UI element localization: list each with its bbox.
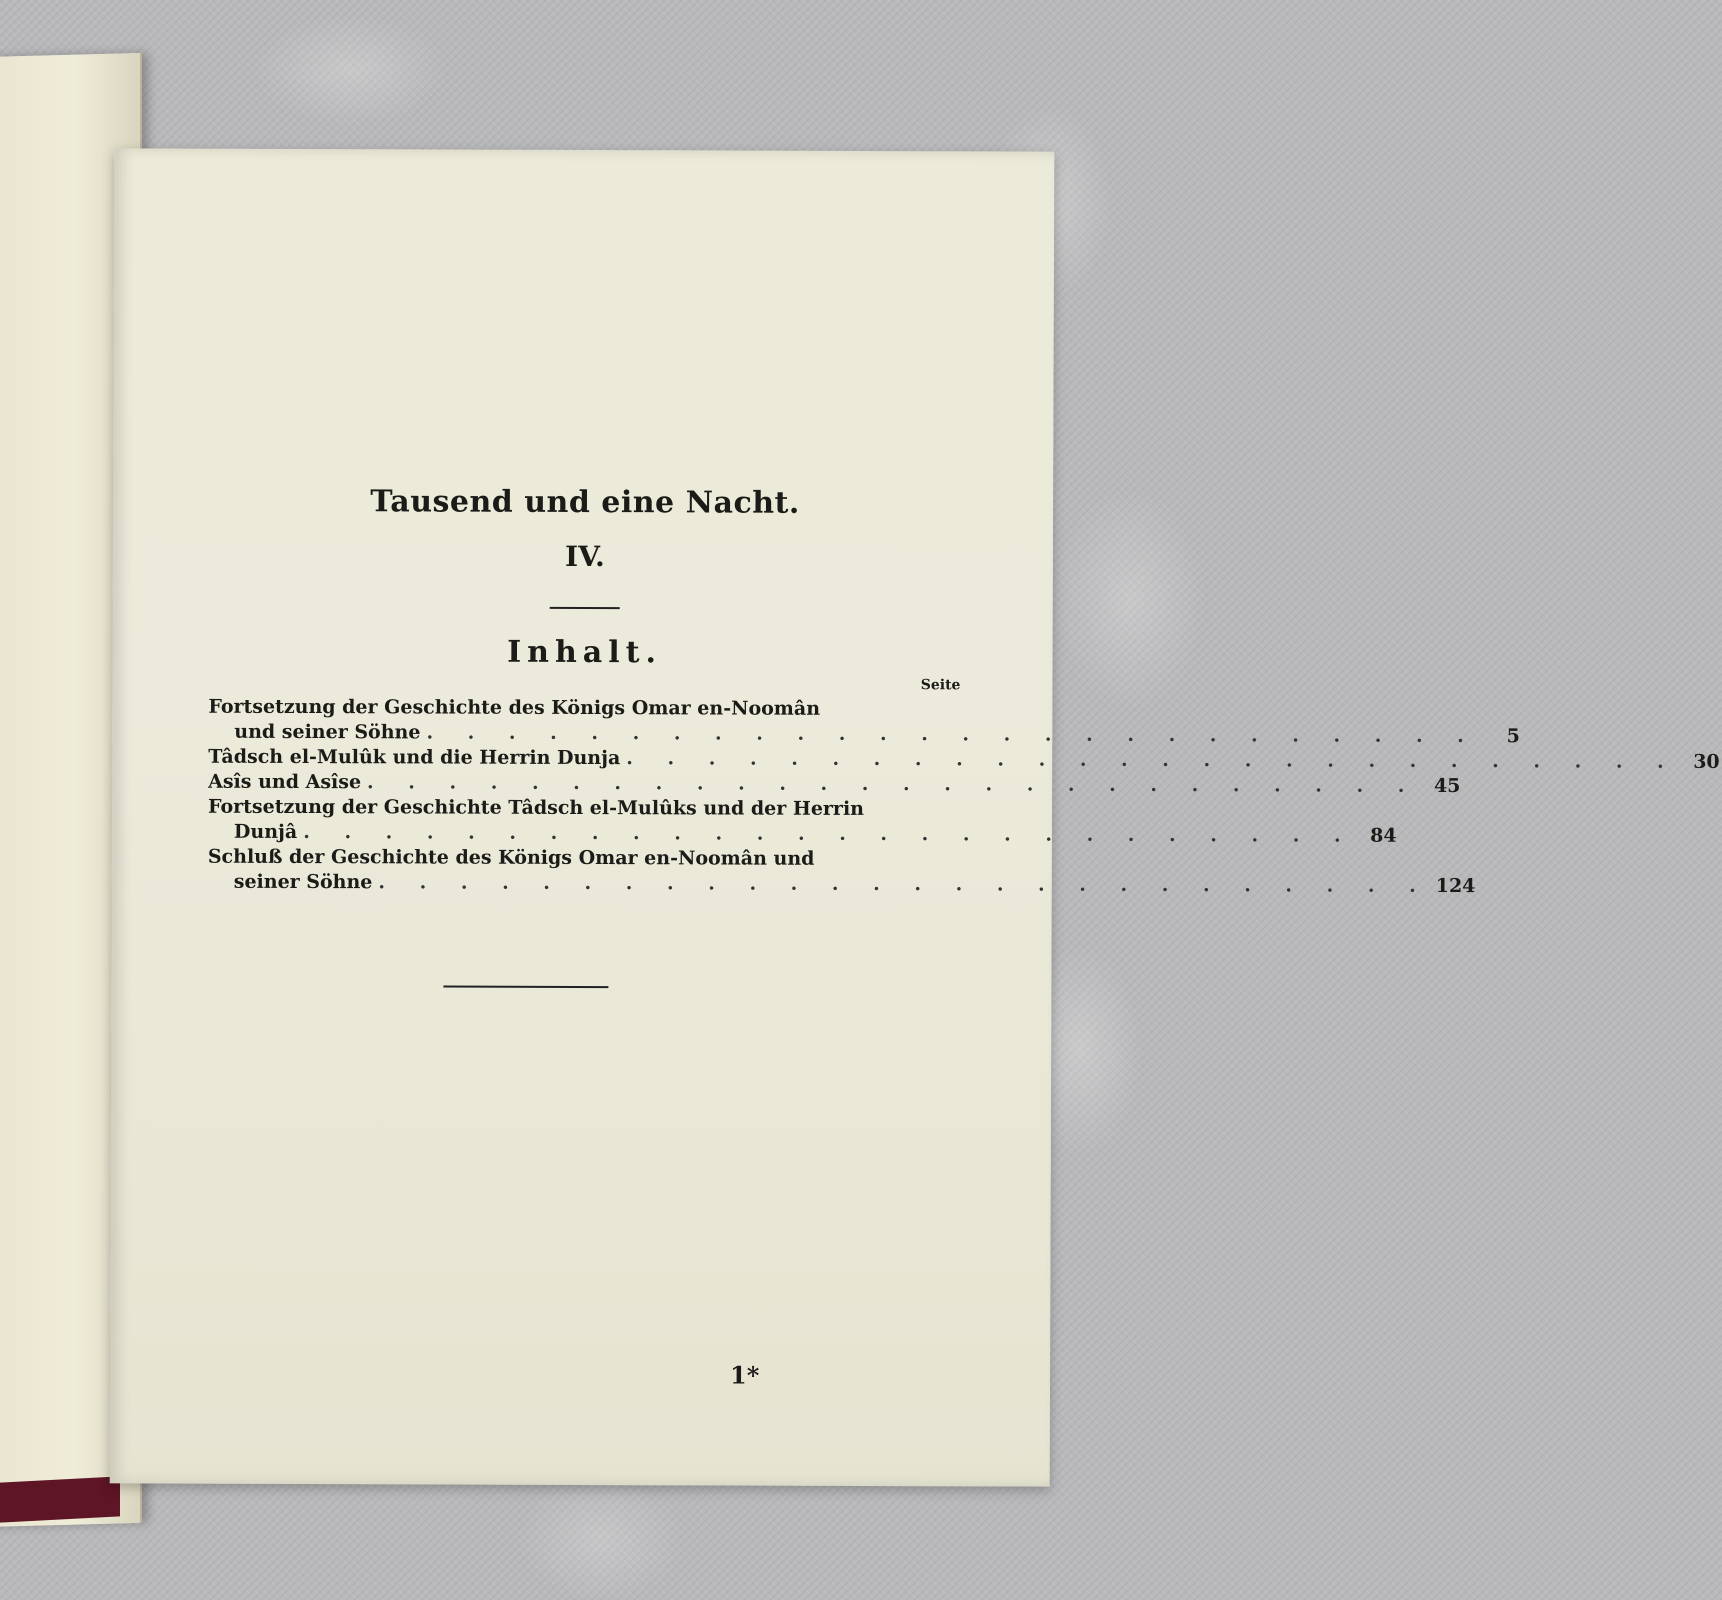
toc-entry-text: Schluß der Geschichte des Königs Omar en-Noomân und: [207, 845, 815, 870]
leader-dots: . . . . . . . . . . . . . . . . . . . . . . . . . .: [426, 721, 1478, 748]
toc-entry-line: [208, 695, 960, 723]
closing-divider-rule: [443, 986, 608, 989]
toc-page-number: 84: [1370, 824, 1397, 847]
toc-entry-line: [208, 795, 960, 823]
divider-rule: [550, 607, 620, 609]
toc-page-number: 124: [1435, 874, 1476, 898]
page-column-label: Seite: [920, 677, 961, 694]
page-content: [207, 484, 1720, 990]
right-page: [110, 148, 1720, 1486]
toc-page-number: 45: [1433, 774, 1461, 798]
leader-dots: . . . . . . . . . . . . . . . . . . . . . . . . . .: [626, 747, 1678, 773]
toc-entry-line: [208, 845, 960, 873]
leader-dots: . . . . . . . . . . . . . . . . . . . . . . . . . .: [367, 771, 1419, 797]
toc-entry-text: Fortsetzung der Geschichte Tâdsch el-Mulûks und der Herrin: [207, 795, 865, 820]
toc-entry-line: [208, 720, 1520, 748]
toc-entry-line: [208, 820, 1397, 848]
toc-entry-text: und seiner Söhne: [234, 720, 421, 744]
signature-mark: 1*: [730, 1360, 760, 1390]
volume-number: IV.: [565, 539, 605, 574]
toc-entry-line: [208, 770, 1461, 798]
contents-heading: Inhalt.: [507, 634, 663, 671]
leader-dots: . . . . . . . . . . . . . . . . . . . . . . . . . .: [378, 871, 1430, 897]
toc-page-number: 5: [1506, 725, 1520, 748]
toc-entry-text: Tâdsch el-Mulûk und die Herrin Dunja: [208, 745, 621, 770]
toc-entry-text: Dunjâ: [233, 820, 298, 844]
leader-dots: . . . . . . . . . . . . . . . . . . . . . . . . . .: [303, 821, 1355, 847]
toc-entry-text: Fortsetzung der Geschichte des Königs Omar en-Noomân: [208, 695, 821, 720]
book-title: Tausend und eine Nacht.: [370, 484, 800, 521]
toc-entry-text: Asîs und Asîse: [208, 770, 362, 794]
toc-entry-text: seiner Söhne: [233, 870, 373, 894]
toc-entry-line: [208, 870, 1476, 898]
table-of-contents: [207, 695, 1720, 898]
toc-page-number: 30: [1693, 750, 1720, 773]
book-cover-edge: [0, 1476, 120, 1523]
toc-entry-line: [208, 745, 1720, 773]
